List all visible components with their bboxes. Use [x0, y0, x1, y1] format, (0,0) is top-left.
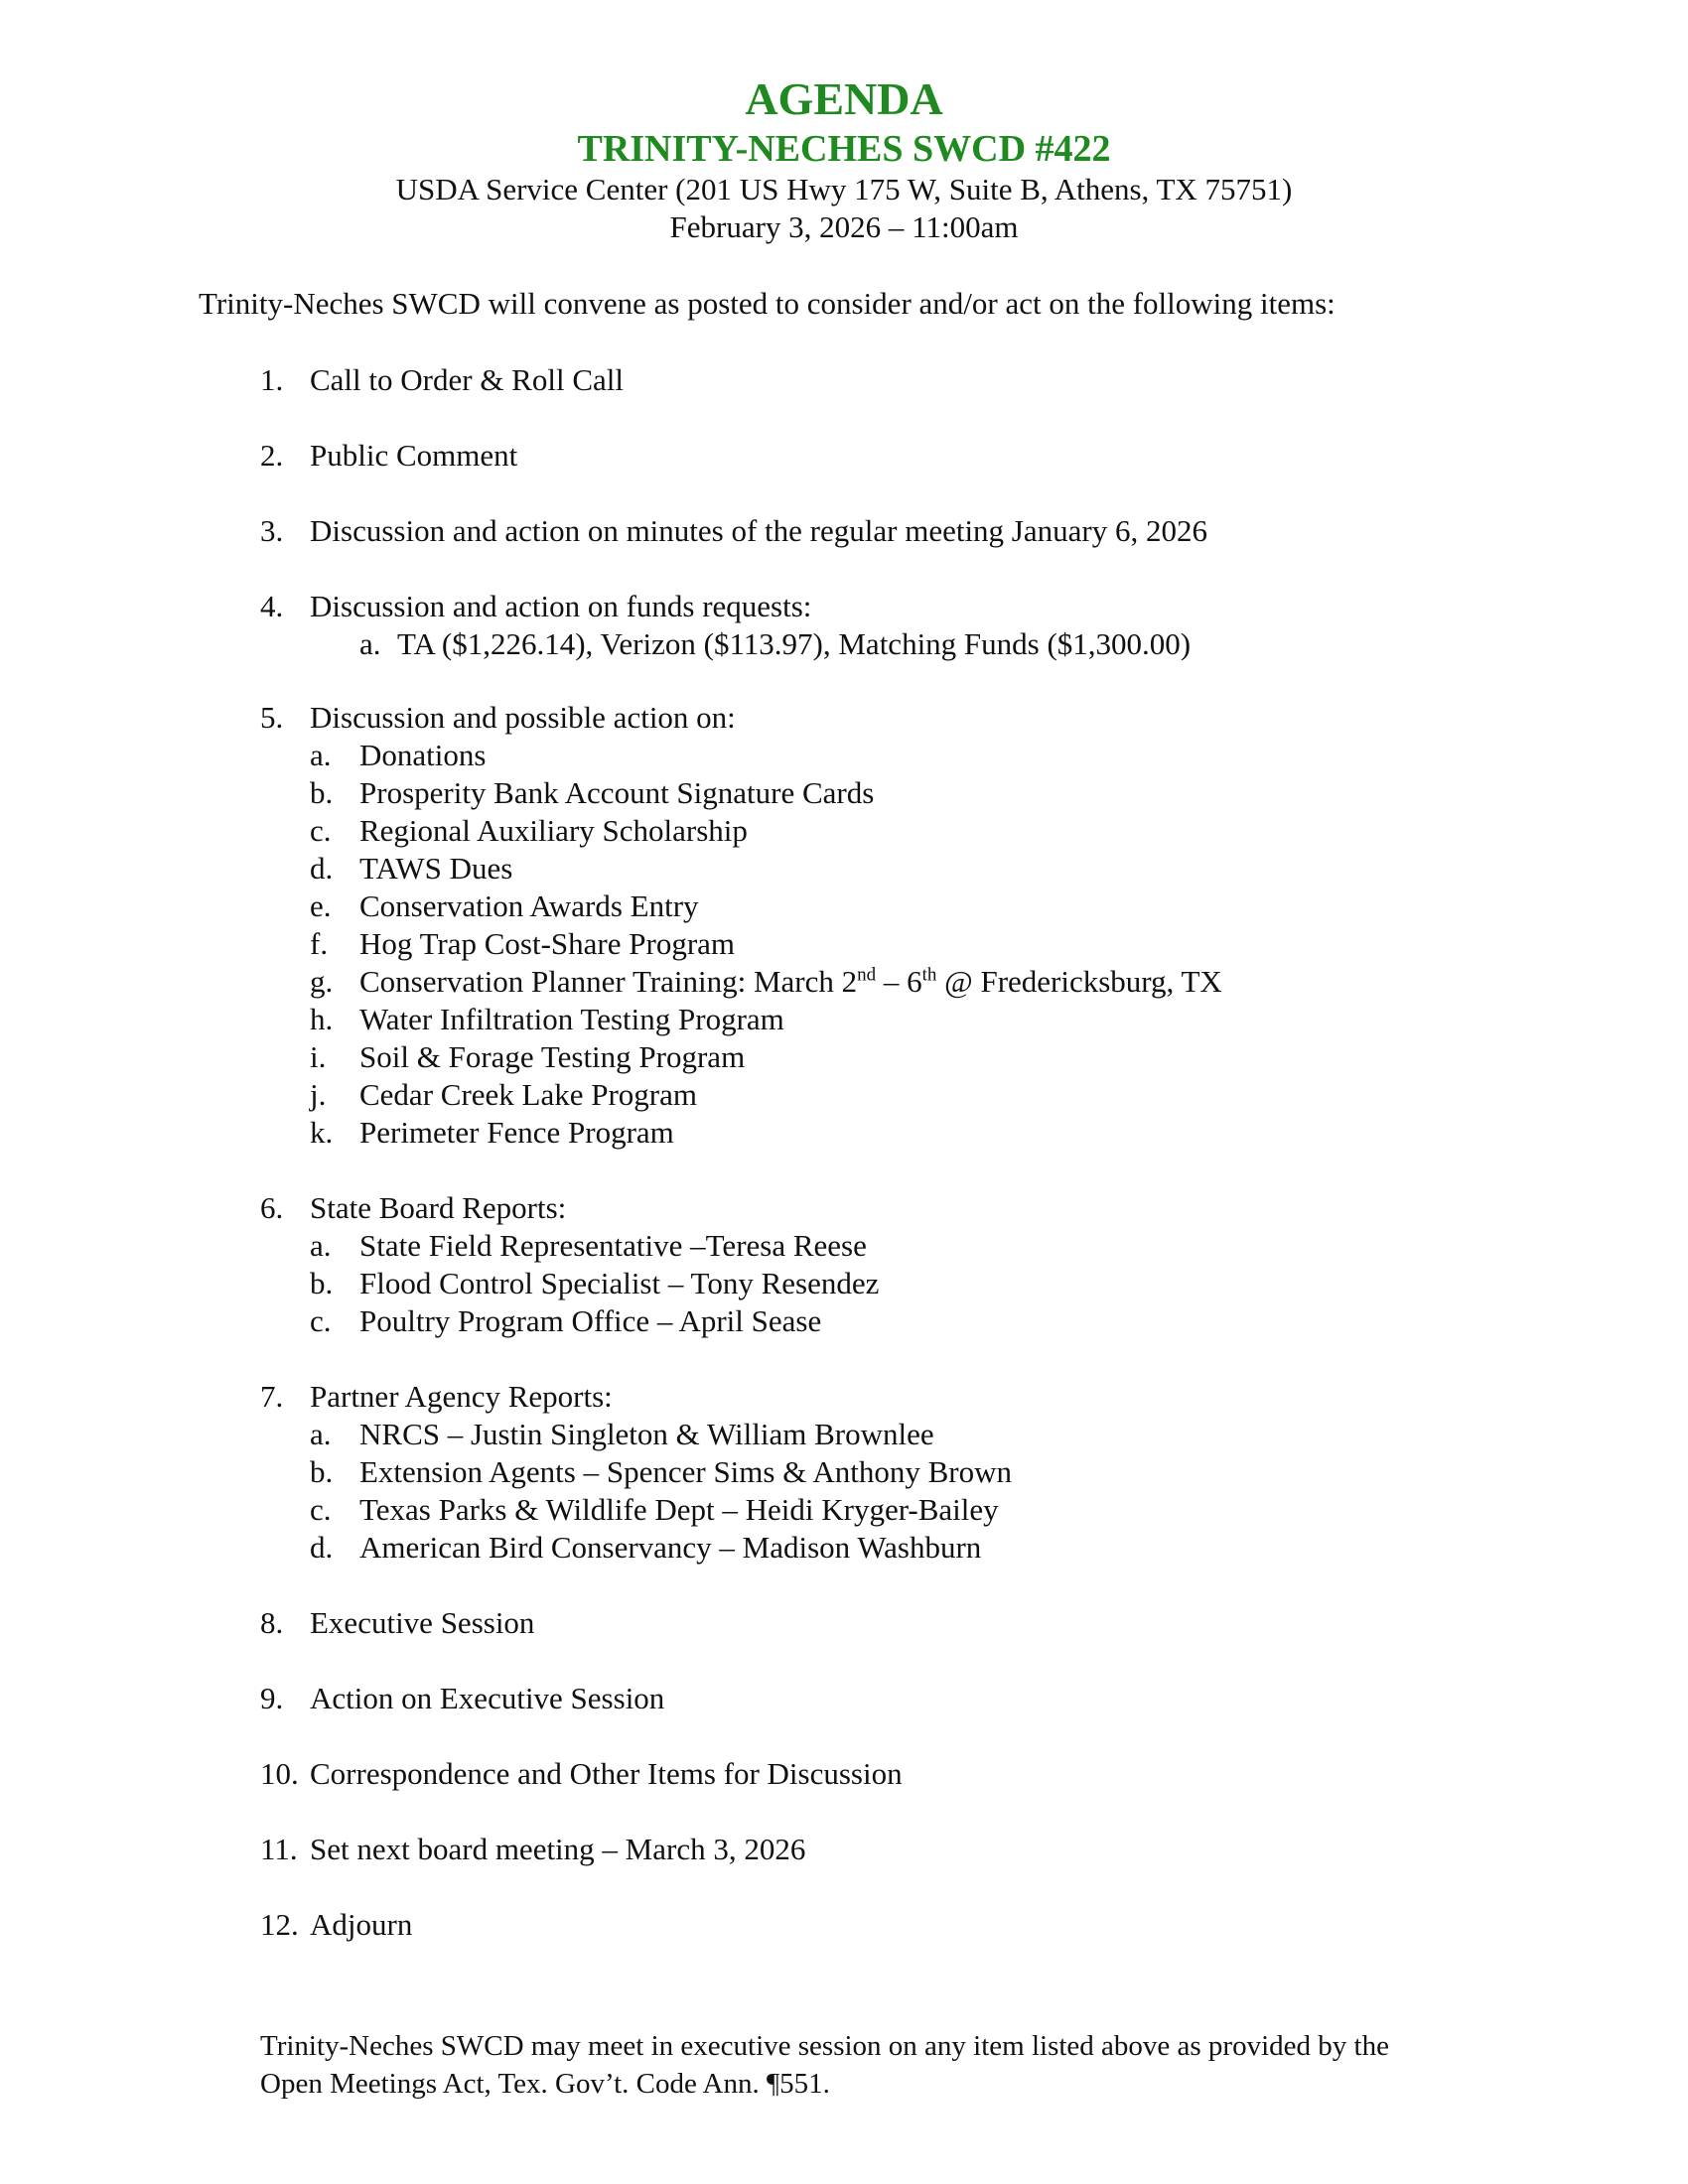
item-number: 9.: [260, 1681, 284, 1715]
district-name: TRINITY-NECHES SWCD #422: [577, 128, 1111, 170]
sub-item-letter: j.: [310, 1077, 327, 1112]
sub-item: [310, 1302, 821, 1340]
sub-item-letter: d.: [310, 851, 334, 886]
sub-item: [310, 850, 512, 887]
item-number: 7.: [260, 1379, 284, 1414]
item-text: Executive Session: [310, 1605, 535, 1640]
item-number: 4.: [260, 589, 284, 623]
sub-item-letter: f.: [310, 926, 329, 961]
sub-item-text: Donations: [359, 738, 487, 772]
sub-item-letter: a.: [310, 738, 332, 772]
sub-item: [310, 1453, 1012, 1491]
item-text: Adjourn: [310, 1907, 413, 1942]
sub-item: [310, 1416, 934, 1453]
item-number: 3.: [260, 513, 284, 548]
item-text: Discussion and possible action on:: [310, 700, 736, 735]
item-number: 12.: [260, 1907, 299, 1942]
sub-item: [310, 963, 1222, 1001]
sub-item-text: Poultry Program Office – April Sease: [359, 1303, 822, 1338]
sub-item-text: NRCS – Justin Singleton & William Brownlee: [359, 1417, 934, 1451]
page-title: AGENDA: [745, 73, 943, 124]
agenda-item: [260, 1906, 412, 1944]
sub-item-letter: i.: [310, 1039, 327, 1074]
sub-item-text-mid: – 6: [876, 964, 922, 999]
item-text: State Board Reports:: [310, 1190, 567, 1225]
sub-item-text: Water Infiltration Testing Program: [359, 1002, 784, 1036]
sub-item-letter: b.: [310, 775, 334, 810]
sub-item-text: State Field Representative –Teresa Reese: [359, 1228, 867, 1263]
item-number: 1.: [260, 362, 284, 397]
item-text: Action on Executive Session: [310, 1681, 665, 1715]
sub-item-text: American Bird Conservancy – Madison Washburn: [359, 1530, 982, 1565]
sub-item-letter: d.: [310, 1530, 334, 1565]
item-text: Call to Order & Roll Call: [310, 362, 624, 397]
agenda-item: [260, 1755, 903, 1793]
sub-item: [359, 625, 1191, 663]
footer-note: [260, 2027, 1389, 2103]
sub-item: [310, 1076, 697, 1114]
item-number: 6.: [260, 1190, 284, 1225]
agenda-item: [260, 1378, 613, 1416]
sub-item-letter: c.: [310, 1303, 332, 1338]
item-number: 2.: [260, 438, 284, 473]
agenda-item: [260, 1604, 534, 1642]
sub-item-text: Texas Parks & Wildlife Dept – Heidi Kryger-Bailey: [359, 1492, 999, 1527]
sub-item-letter: b.: [310, 1454, 334, 1489]
item-text: Correspondence and Other Items for Discussion: [310, 1756, 903, 1791]
sub-item: [310, 737, 486, 774]
sub-item-text: Perimeter Fence Program: [359, 1115, 674, 1150]
agenda-item: [260, 699, 736, 737]
item-text: Discussion and action on funds requests:: [310, 589, 812, 623]
meeting-location: USDA Service Center (201 US Hwy 175 W, Suite B, Athens, TX 75751): [395, 172, 1293, 206]
item-text: Set next board meeting – March 3, 2026: [310, 1832, 806, 1866]
sub-item: [310, 925, 735, 963]
sub-item-text: TA ($1,226.14), Verizon ($113.97), Matching Funds ($1,300.00): [397, 626, 1192, 661]
sub-item-letter: c.: [310, 1492, 332, 1527]
agenda-item: [260, 512, 1207, 550]
sub-item-text: TAWS Dues: [359, 851, 513, 886]
sub-item: [310, 1038, 745, 1076]
sub-item-text: Flood Control Specialist – Tony Resendez: [359, 1266, 880, 1300]
agenda-header: [0, 71, 1688, 246]
sub-item-text: Prosperity Bank Account Signature Cards: [359, 775, 875, 810]
sub-item: [310, 1001, 784, 1038]
sub-item-letter: a.: [359, 626, 381, 661]
sub-item: [310, 1114, 674, 1152]
agenda-item: [260, 588, 811, 625]
footer-line: Open Meetings Act, Tex. Gov’t. Code Ann. ¶551.: [260, 2068, 830, 2100]
agenda-item: [260, 1831, 805, 1868]
item-text: Public Comment: [310, 438, 518, 473]
sub-item-text: Regional Auxiliary Scholarship: [359, 813, 748, 848]
sub-item-letter: a.: [310, 1228, 332, 1263]
sub-item: [310, 1227, 867, 1265]
sub-item: [310, 812, 748, 850]
footer-line: Trinity-Neches SWCD may meet in executive session on any item listed above as provided by the: [260, 2030, 1389, 2062]
sub-item-text: Extension Agents – Spencer Sims & Anthony Brown: [359, 1454, 1013, 1489]
sub-item: [310, 1491, 999, 1529]
item-number: 8.: [260, 1605, 284, 1640]
sub-item-text: Conservation Awards Entry: [359, 888, 699, 923]
sub-item-letter: e.: [310, 888, 332, 923]
intro-text: Trinity-Neches SWCD will convene as posted to consider and/or act on the following items:: [199, 286, 1336, 321]
sub-item-text-pre: Conservation Planner Training: March 2: [359, 964, 858, 999]
agenda-item: [260, 1189, 566, 1227]
sub-item: [310, 1265, 879, 1302]
sub-item-text: Cedar Creek Lake Program: [359, 1077, 698, 1112]
sub-item: [310, 1529, 981, 1567]
item-number: 10.: [260, 1756, 299, 1791]
sub-item-letter: c.: [310, 813, 332, 848]
sub-item-letter: g.: [310, 964, 334, 999]
item-text: Partner Agency Reports:: [310, 1379, 613, 1414]
sub-item-letter: h.: [310, 1002, 334, 1036]
sub-item-letter: k.: [310, 1115, 334, 1150]
sub-item-text: Hog Trap Cost-Share Program: [359, 926, 736, 961]
sub-item-letter: a.: [310, 1417, 332, 1451]
sub-item-text: Soil & Forage Testing Program: [359, 1039, 746, 1074]
item-number: 11.: [260, 1832, 298, 1866]
item-number: 5.: [260, 700, 284, 735]
agenda-item: [260, 1680, 664, 1717]
sub-item-letter: b.: [310, 1266, 334, 1300]
agenda-item: [260, 437, 517, 475]
ordinal-suffix: nd: [857, 964, 877, 986]
sub-item: [310, 774, 874, 812]
sub-item-text-post: @ Fredericksburg, TX: [936, 964, 1222, 999]
sub-item: [310, 887, 699, 925]
meeting-datetime: February 3, 2026 – 11:00am: [669, 209, 1019, 244]
agenda-item: [260, 361, 624, 399]
ordinal-suffix: th: [921, 964, 937, 986]
item-text: Discussion and action on minutes of the regular meeting January 6, 2026: [310, 513, 1207, 548]
